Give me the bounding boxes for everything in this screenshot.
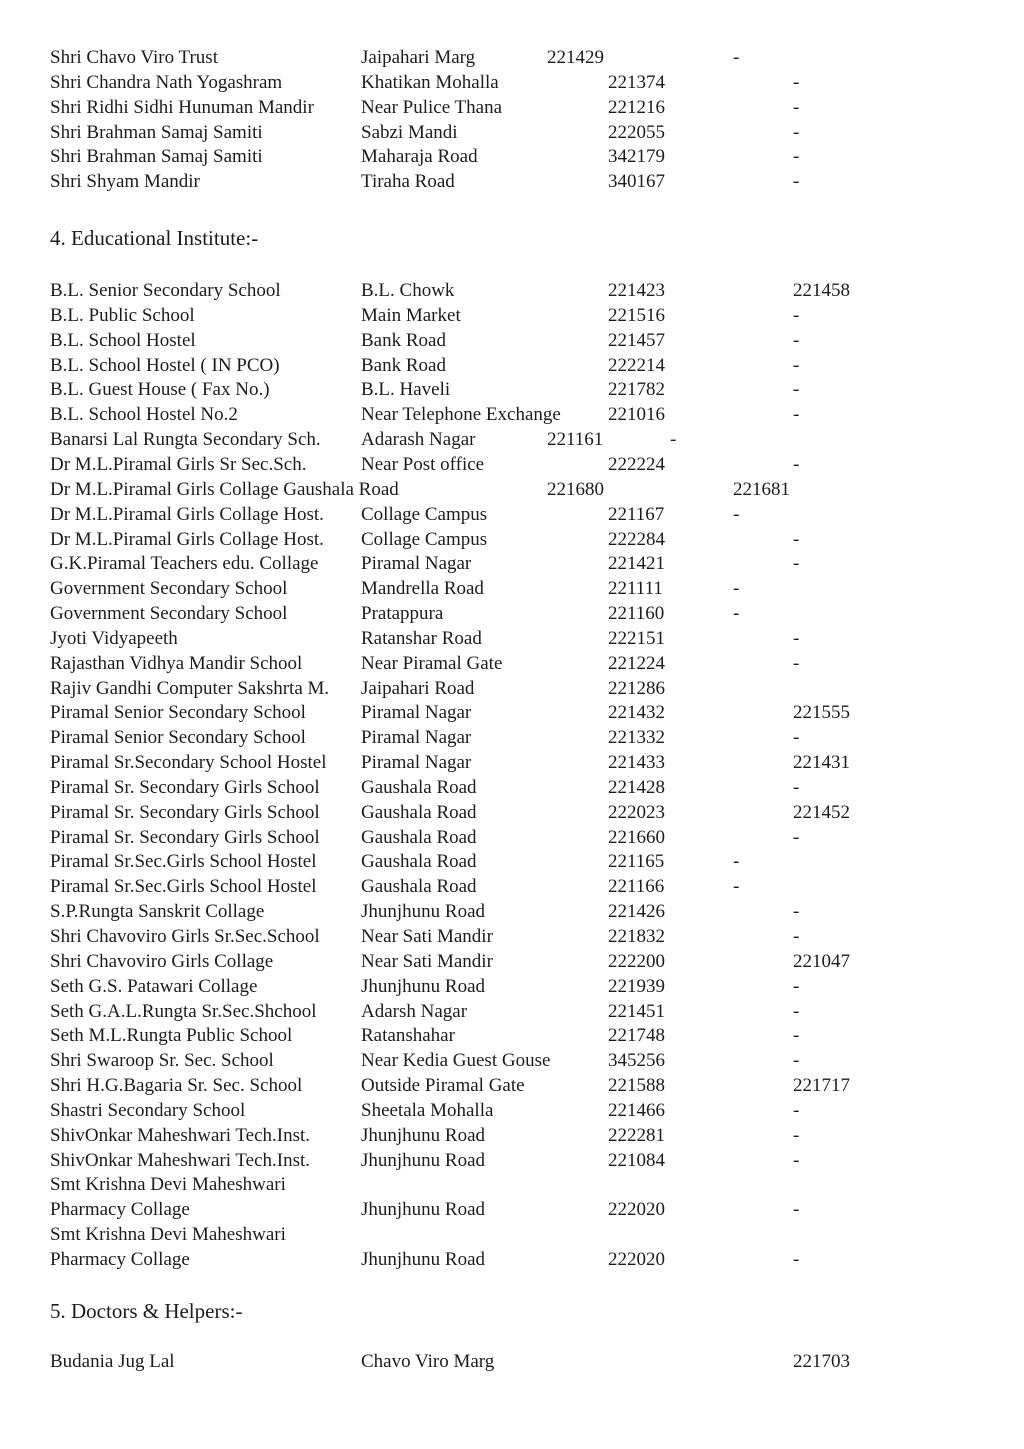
directory-row: [0, 1099, 1024, 1124]
entry-name: Piramal Sr.Sec.Girls School Hostel: [50, 851, 317, 873]
section-educational-institutes: [0, 279, 1024, 1273]
entry-phone: 222214: [608, 354, 665, 376]
entry-name: Shri Swaroop Sr. Sec. School: [50, 1050, 274, 1072]
entry-phone: 221224: [608, 652, 665, 674]
entry-name: Shri H.G.Bagaria Sr. Sec. School: [50, 1075, 303, 1097]
entry-phone2: -: [793, 826, 800, 848]
entry-address: Jaipahari Road: [361, 677, 475, 699]
entry-phone: 221421: [608, 553, 665, 575]
entry-phone: 221588: [608, 1075, 665, 1097]
entry-address: Maharaja Road: [361, 146, 478, 168]
entry-name: Piramal Sr. Secondary Girls School: [50, 826, 320, 848]
entry-phone: 222224: [608, 453, 665, 475]
entry-phone2: -: [733, 851, 740, 873]
directory-row: [0, 528, 1024, 553]
entry-phone2: -: [793, 71, 800, 93]
entry-phone: 221426: [608, 901, 665, 923]
entry-address: Near Sati Mandir: [361, 926, 493, 947]
entry-name: Pharmacy Collage: [50, 1199, 190, 1221]
entry-name: Shri Chavoviro Girls Collage: [50, 950, 274, 972]
entry-phone: 221680: [547, 478, 604, 500]
directory-row: [0, 1223, 1024, 1248]
entry-name: Piramal Sr. Secondary Girls School: [50, 776, 320, 798]
entry-phone: 221748: [608, 1025, 665, 1047]
entry-address: Main Market: [361, 304, 461, 326]
entry-name: Banarsi Lal Rungta Secondary Sch.: [50, 429, 321, 451]
entry-address: Gaushala Road: [361, 776, 477, 798]
entry-address: Jhunjhunu Road: [361, 1124, 486, 1146]
entry-name: ShivOnkar Maheshwari Tech.Inst.: [50, 1124, 311, 1146]
entry-phone2: -: [793, 329, 800, 351]
entry-phone2: -: [793, 1025, 800, 1047]
entry-name: Dr M.L.Piramal Girls Collage Gaushala Road: [50, 478, 399, 500]
directory-row: [0, 71, 1024, 96]
entry-phone2: -: [793, 453, 800, 475]
entry-phone2: -: [793, 1149, 800, 1171]
entry-address: Outside Piramal Gate: [361, 1075, 525, 1097]
entry-phone: 221423: [608, 280, 665, 302]
entry-address: Near Kedia Guest Gouse: [361, 1050, 551, 1072]
entry-phone2: -: [733, 47, 740, 68]
entry-phone: 221161: [547, 429, 604, 451]
entry-name: Shri Chavoviro Girls Sr.Sec.School: [50, 926, 320, 947]
entry-phone2: 221431: [793, 752, 850, 774]
entry-name: Seth M.L.Rungta Public School: [50, 1025, 293, 1047]
directory-row: [0, 677, 1024, 702]
entry-name: B.L. School Hostel ( IN PCO): [50, 354, 280, 376]
entry-address: Near Sati Mandir: [361, 950, 493, 972]
entry-address: Jhunjhunu Road: [361, 975, 486, 997]
entry-phone2: -: [793, 553, 800, 575]
entry-address: B.L. Haveli: [361, 379, 451, 401]
entry-phone: 221782: [608, 379, 665, 401]
entry-address: Near Piramal Gate: [361, 652, 503, 674]
entry-phone2: -: [793, 171, 800, 193]
entry-address: Jhunjhunu Road: [361, 901, 486, 923]
entry-phone: 221457: [608, 329, 665, 351]
entry-phone: 222055: [608, 121, 665, 143]
entry-phone2: -: [733, 603, 740, 625]
entry-address: Near Telephone Exchange: [361, 404, 561, 426]
entry-phone2: -: [793, 1124, 800, 1146]
entry-phone2: -: [793, 404, 800, 426]
directory-row: [0, 503, 1024, 528]
section-heading-doctors-helpers: 5. Doctors & Helpers:-: [50, 1298, 243, 1323]
entry-phone: 221429: [547, 47, 604, 68]
entry-phone: 222020: [608, 1248, 665, 1270]
entry-name: Piramal Sr.Sec.Girls School Hostel: [50, 876, 317, 898]
directory-row: [0, 403, 1024, 428]
entry-phone: 222023: [608, 801, 665, 823]
entry-name: Rajiv Gandhi Computer Sakshrta M.: [50, 677, 330, 699]
section-heading-educational-institute: 4. Educational Institute:-: [50, 226, 259, 251]
entry-address: Ratanshahar: [361, 1025, 455, 1047]
directory-row: [0, 875, 1024, 900]
entry-phone: 222284: [608, 528, 665, 550]
entry-name: Shri Brahman Samaj Samiti: [50, 146, 263, 168]
entry-phone: 340167: [608, 171, 665, 193]
entry-address: B.L. Chowk: [361, 280, 455, 302]
directory-row: [0, 145, 1024, 170]
directory-row: [0, 975, 1024, 1000]
entry-phone: 221216: [608, 96, 665, 118]
directory-row: [0, 46, 1024, 71]
entry-name: B.L. School Hostel No.2: [50, 404, 238, 426]
directory-row: [0, 1149, 1024, 1174]
directory-row: [0, 1124, 1024, 1149]
entry-phone2: -: [670, 429, 677, 451]
directory-row: [0, 726, 1024, 751]
entry-name: S.P.Rungta Sanskrit Collage: [50, 901, 265, 923]
entry-phone2: -: [793, 1248, 800, 1270]
entry-name: Smt Krishna Devi Maheshwari: [50, 1224, 286, 1246]
entry-name: Seth G.S. Patawari Collage: [50, 975, 258, 997]
directory-row: [0, 478, 1024, 503]
entry-phone2: 221681: [733, 478, 790, 500]
directory-row: [0, 170, 1024, 195]
entry-phone: 221374: [608, 71, 665, 93]
entry-address: Bank Road: [361, 329, 446, 351]
entry-name: Jyoti Vidyapeeth: [50, 627, 178, 649]
entry-address: Bank Road: [361, 354, 446, 376]
entry-address: Gaushala Road: [361, 876, 477, 898]
entry-address: Piramal Nagar: [361, 752, 472, 774]
entry-phone2: -: [793, 304, 800, 326]
entry-phone: 222200: [608, 950, 665, 972]
entry-address: Piramal Nagar: [361, 553, 472, 575]
entry-address: Jhunjhunu Road: [361, 1149, 486, 1171]
entry-name: Piramal Senior Secondary School: [50, 727, 306, 749]
entry-name: Piramal Sr.Secondary School Hostel: [50, 752, 327, 774]
directory-row: [0, 652, 1024, 677]
directory-row: [0, 826, 1024, 851]
entry-name: Shastri Secondary School: [50, 1099, 246, 1121]
entry-address: Jhunjhunu Road: [361, 1199, 486, 1221]
entry-phone2: 221703: [793, 1350, 850, 1372]
entry-name: Dr M.L.Piramal Girls Sr Sec.Sch.: [50, 453, 307, 475]
entry-name: Government Secondary School: [50, 578, 288, 600]
directory-row: [0, 950, 1024, 975]
directory-row: [0, 900, 1024, 925]
entry-phone: 221660: [608, 826, 665, 848]
directory-row: [0, 850, 1024, 875]
directory-row: [0, 428, 1024, 453]
entry-name: B.L. Senior Secondary School: [50, 280, 281, 302]
entry-phone: 222020: [608, 1199, 665, 1221]
entry-phone2: -: [793, 1000, 800, 1022]
entry-name: B.L. Public School: [50, 304, 195, 326]
entry-name: Dr M.L.Piramal Girls Collage Host.: [50, 528, 324, 550]
entry-name: ShivOnkar Maheshwari Tech.Inst.: [50, 1149, 311, 1171]
section-religious-places: [0, 0, 1024, 195]
entry-phone2: -: [793, 926, 800, 947]
entry-phone2: -: [793, 528, 800, 550]
entry-name: Shri Ridhi Sidhi Hunuman Mandir: [50, 96, 314, 118]
directory-row: [0, 1049, 1024, 1074]
entry-phone2: 221047: [793, 950, 850, 972]
entry-name: Shri Shyam Mandir: [50, 171, 200, 193]
entry-address: Near Pulice Thana: [361, 96, 503, 118]
directory-row: [0, 751, 1024, 776]
directory-row: [0, 801, 1024, 826]
entry-address: Collage Campus: [361, 528, 488, 550]
entry-name: Shri Chandra Nath Yogashram: [50, 71, 283, 93]
directory-row: [0, 354, 1024, 379]
entry-phone: 221939: [608, 975, 665, 997]
entry-phone: 221016: [608, 404, 665, 426]
entry-phone2: -: [793, 96, 800, 118]
entry-address: Sabzi Mandi: [361, 121, 458, 143]
entry-address: Near Post office: [361, 453, 485, 475]
entry-name: Seth G.A.L.Rungta Sr.Sec.Shchool: [50, 1000, 317, 1022]
entry-phone: 221332: [608, 727, 665, 749]
entry-name: Piramal Senior Secondary School: [50, 702, 306, 724]
entry-address: Gaushala Road: [361, 851, 477, 873]
entry-phone2: -: [793, 1199, 800, 1221]
entry-phone: 221165: [608, 851, 665, 873]
entry-phone: 221084: [608, 1149, 665, 1171]
entry-phone: 221433: [608, 752, 665, 774]
entry-phone: 221166: [608, 876, 665, 898]
entry-name: G.K.Piramal Teachers edu. Collage: [50, 553, 319, 575]
entry-address: Collage Campus: [361, 503, 488, 525]
entry-phone2: -: [793, 354, 800, 376]
entry-name: Pharmacy Collage: [50, 1248, 190, 1270]
directory-row: [0, 1173, 1024, 1198]
entry-address: Pratappura: [361, 603, 444, 625]
directory-row: [0, 1074, 1024, 1099]
entry-phone2: -: [793, 146, 800, 168]
entry-phone2: -: [793, 1050, 800, 1072]
entry-name: B.L. Guest House ( Fax No.): [50, 379, 270, 401]
entry-name: Rajasthan Vidhya Mandir School: [50, 652, 303, 674]
entry-phone2: 221555: [793, 702, 850, 724]
entry-phone2: -: [733, 578, 740, 600]
entry-address: Khatikan Mohalla: [361, 71, 499, 93]
entry-phone2: -: [793, 1099, 800, 1121]
entry-address: Adarash Nagar: [361, 429, 476, 451]
directory-row: [0, 96, 1024, 121]
entry-address: Mandrella Road: [361, 578, 484, 600]
entry-address: Gaushala Road: [361, 826, 477, 848]
entry-phone: 221286: [608, 677, 665, 699]
directory-row: [0, 627, 1024, 652]
directory-row: [0, 1248, 1024, 1273]
entry-address: Tiraha Road: [361, 171, 455, 193]
entry-name: B.L. School Hostel: [50, 329, 196, 351]
directory-row: [0, 1350, 1024, 1375]
entry-address: Jaipahari Marg: [361, 47, 476, 68]
directory-row: [0, 304, 1024, 329]
directory-row: [0, 925, 1024, 950]
directory-row: [0, 453, 1024, 478]
entry-name: Dr M.L.Piramal Girls Collage Host.: [50, 503, 324, 525]
entry-phone: 221160: [608, 603, 665, 625]
section-doctors-helpers: [0, 1350, 1024, 1375]
directory-row: [0, 1000, 1024, 1025]
directory-row: [0, 279, 1024, 304]
entry-phone: 221466: [608, 1099, 665, 1121]
entry-phone: 221167: [608, 503, 665, 525]
entry-phone: 345256: [608, 1050, 665, 1072]
entry-phone2: -: [793, 901, 800, 923]
entry-phone2: -: [793, 727, 800, 749]
entry-phone: 221111: [608, 578, 663, 600]
entry-phone: 222151: [608, 627, 665, 649]
entry-phone2: 221717: [793, 1075, 850, 1097]
entry-phone: 222281: [608, 1124, 665, 1146]
directory-row: [0, 701, 1024, 726]
entry-name: Piramal Sr. Secondary Girls School: [50, 801, 320, 823]
entry-phone: 221832: [608, 926, 665, 947]
entry-phone2: -: [733, 876, 740, 898]
directory-row: [0, 577, 1024, 602]
entry-phone2: -: [793, 776, 800, 798]
entry-phone2: -: [793, 121, 800, 143]
entry-address: Chavo Viro Marg: [361, 1350, 495, 1372]
entry-address: Ratanshar Road: [361, 627, 482, 649]
directory-row: [0, 329, 1024, 354]
directory-row: [0, 1024, 1024, 1049]
entry-name: Government Secondary School: [50, 603, 288, 625]
entry-phone: 221451: [608, 1000, 665, 1022]
directory-row: [0, 121, 1024, 146]
entry-phone2: -: [793, 379, 800, 401]
entry-address: Piramal Nagar: [361, 702, 472, 724]
entry-name: Budania Jug Lal: [50, 1350, 175, 1372]
entry-address: Adarsh Nagar: [361, 1000, 468, 1022]
entry-phone2: -: [793, 975, 800, 997]
entry-phone2: -: [733, 503, 740, 525]
entry-name: Shri Chavo Viro Trust: [50, 47, 218, 68]
entry-phone: 342179: [608, 146, 665, 168]
entry-phone: 221428: [608, 776, 665, 798]
directory-row: [0, 1198, 1024, 1223]
directory-row: [0, 552, 1024, 577]
entry-address: Jhunjhunu Road: [361, 1248, 486, 1270]
entry-address: Piramal Nagar: [361, 727, 472, 749]
entry-address: Gaushala Road: [361, 801, 477, 823]
entry-phone2: 221452: [793, 801, 850, 823]
entry-name: Shri Brahman Samaj Samiti: [50, 121, 263, 143]
entry-phone2: -: [793, 652, 800, 674]
entry-address: Sheetala Mohalla: [361, 1099, 494, 1121]
entry-phone2: -: [793, 627, 800, 649]
entry-phone: 221432: [608, 702, 665, 724]
entry-name: Smt Krishna Devi Maheshwari: [50, 1174, 286, 1196]
directory-row: [0, 776, 1024, 801]
directory-row: [0, 602, 1024, 627]
entry-phone: 221516: [608, 304, 665, 326]
entry-phone2: 221458: [793, 280, 850, 302]
directory-row: [0, 378, 1024, 403]
